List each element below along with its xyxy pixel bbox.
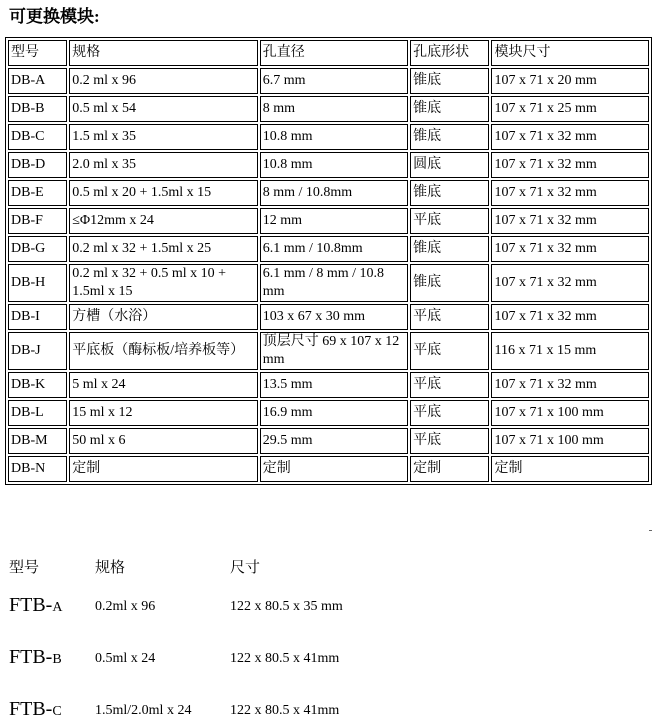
header-cell-diameter: 孔直径 bbox=[260, 40, 408, 66]
table-cell: 定制 bbox=[260, 456, 408, 482]
table-cell: 12 mm bbox=[260, 208, 408, 234]
table-cell: 平底 bbox=[410, 400, 489, 426]
table-cell: 107 x 71 x 100 mm bbox=[491, 428, 649, 454]
table-cell: 107 x 71 x 100 mm bbox=[491, 400, 649, 426]
table-cell: 8 mm bbox=[260, 96, 408, 122]
table-cell: 0.2 ml x 32 + 1.5ml x 25 bbox=[69, 236, 258, 262]
ftb-section bbox=[0, 548, 652, 728]
module-table bbox=[5, 37, 652, 485]
table-cell: 顶层尺寸 69 x 107 x 12 mm bbox=[260, 332, 408, 370]
ftb-size: 122 x 80.5 x 35 mm bbox=[230, 599, 343, 614]
table-cell: DB-H bbox=[8, 264, 67, 302]
ftb-model-prefix: FTB- bbox=[9, 594, 53, 616]
table-cell: 107 x 71 x 32 mm bbox=[491, 208, 649, 234]
ftb-spec: 0.2ml x 96 bbox=[95, 599, 156, 614]
table-cell: 15 ml x 12 bbox=[69, 400, 258, 426]
table-cell: 0.5 ml x 20 + 1.5ml x 15 bbox=[69, 180, 258, 206]
table-cell: 定制 bbox=[69, 456, 258, 482]
table-cell: 2.0 ml x 35 bbox=[69, 152, 258, 178]
header-cell-bottom: 孔底形状 bbox=[410, 40, 489, 66]
ftb-model-suffix: B bbox=[52, 652, 62, 667]
table-cell: 107 x 71 x 32 mm bbox=[491, 180, 649, 206]
table-cell: DB-K bbox=[8, 372, 67, 398]
table-cell: 107 x 71 x 32 mm bbox=[491, 124, 649, 150]
table-cell: 平底 bbox=[410, 304, 489, 330]
ftb-size: 122 x 80.5 x 41mm bbox=[230, 651, 340, 666]
ftb-model-suffix: A bbox=[52, 600, 63, 615]
table-row bbox=[8, 124, 649, 150]
table-cell: 0.2 ml x 32 + 0.5 ml x 10 + 1.5ml x 15 bbox=[69, 264, 258, 302]
table-cell: 107 x 71 x 32 mm bbox=[491, 304, 649, 330]
ftb-spec: 1.5ml/2.0ml x 24 bbox=[95, 703, 192, 718]
table-row bbox=[8, 152, 649, 178]
table-row bbox=[8, 304, 649, 330]
header-cell-model: 型号 bbox=[8, 40, 67, 66]
header-cell-spec: 规格 bbox=[69, 40, 258, 66]
ftb-model-suffix: C bbox=[52, 704, 62, 719]
table-row bbox=[8, 264, 649, 302]
table-cell: 锥底 bbox=[410, 68, 489, 94]
table-row bbox=[8, 236, 649, 262]
table-cell: 107 x 71 x 32 mm bbox=[491, 152, 649, 178]
ftb-model-prefix: FTB- bbox=[9, 698, 53, 720]
table-row bbox=[8, 96, 649, 122]
table-cell: DB-J bbox=[8, 332, 67, 370]
table-cell: 16.9 mm bbox=[260, 400, 408, 426]
table-cell: 103 x 67 x 30 mm bbox=[260, 304, 408, 330]
table-cell: 0.2 ml x 96 bbox=[69, 68, 258, 94]
table-cell: 平底板（酶标板/培养板等） bbox=[69, 332, 258, 370]
table-cell: 10.8 mm bbox=[260, 152, 408, 178]
table-cell: 107 x 71 x 32 mm bbox=[491, 372, 649, 398]
table-cell: 锥底 bbox=[410, 236, 489, 262]
table-cell: DB-A bbox=[8, 68, 67, 94]
table-cell: 6.1 mm / 8 mm / 10.8 mm bbox=[260, 264, 408, 302]
ftb-spec: 0.5ml x 24 bbox=[95, 651, 156, 666]
table-cell: 107 x 71 x 32 mm bbox=[491, 236, 649, 262]
table-cell: DB-N bbox=[8, 456, 67, 482]
section-heading: 可更换模块: bbox=[9, 7, 100, 26]
table-row bbox=[8, 372, 649, 398]
ftb-header-spec: 规格 bbox=[95, 560, 126, 576]
table-cell: 平底 bbox=[410, 332, 489, 370]
table-cell: 锥底 bbox=[410, 124, 489, 150]
table-cell: 锥底 bbox=[410, 264, 489, 302]
table-row bbox=[8, 68, 649, 94]
table-cell: DB-D bbox=[8, 152, 67, 178]
table-cell: 平底 bbox=[410, 208, 489, 234]
table-cell: 锥底 bbox=[410, 180, 489, 206]
table-cell: 107 x 71 x 20 mm bbox=[491, 68, 649, 94]
table-cell: ≤Φ12mm x 24 bbox=[69, 208, 258, 234]
table-cell: 29.5 mm bbox=[260, 428, 408, 454]
table-row bbox=[8, 428, 649, 454]
table-cell: 6.1 mm / 10.8mm bbox=[260, 236, 408, 262]
table-row bbox=[8, 456, 649, 482]
table-cell: DB-F bbox=[8, 208, 67, 234]
table-cell: 10.8 mm bbox=[260, 124, 408, 150]
table-cell: 107 x 71 x 25 mm bbox=[491, 96, 649, 122]
ftb-header-model: 型号 bbox=[9, 560, 40, 576]
table-row bbox=[8, 208, 649, 234]
table-cell: 平底 bbox=[410, 428, 489, 454]
table-cell: 方槽（水浴） bbox=[69, 304, 258, 330]
table-cell: 107 x 71 x 32 mm bbox=[491, 264, 649, 302]
table-cell: 定制 bbox=[410, 456, 489, 482]
table-cell: 6.7 mm bbox=[260, 68, 408, 94]
table-cell: DB-G bbox=[8, 236, 67, 262]
table-cell: DB-L bbox=[8, 400, 67, 426]
table-cell: 1.5 ml x 35 bbox=[69, 124, 258, 150]
table-cell: 定制 bbox=[491, 456, 649, 482]
table-cell: 平底 bbox=[410, 372, 489, 398]
table-cell: 8 mm / 10.8mm bbox=[260, 180, 408, 206]
ftb-model-prefix: FTB- bbox=[9, 646, 53, 668]
table-row bbox=[8, 400, 649, 426]
table-cell: DB-B bbox=[8, 96, 67, 122]
ftb-model bbox=[9, 646, 62, 669]
table-cell: DB-M bbox=[8, 428, 67, 454]
table-cell: 116 x 71 x 15 mm bbox=[491, 332, 649, 370]
header-cell-size: 模块尺寸 bbox=[491, 40, 649, 66]
ftb-size: 122 x 80.5 x 41mm bbox=[230, 703, 340, 718]
ftb-header-size: 尺寸 bbox=[230, 560, 261, 576]
table-cell: 0.5 ml x 54 bbox=[69, 96, 258, 122]
ftb-model bbox=[9, 594, 62, 617]
table-cell: 50 ml x 6 bbox=[69, 428, 258, 454]
table-cell: 13.5 mm bbox=[260, 372, 408, 398]
ftb-model bbox=[9, 698, 62, 721]
table-cell: 5 ml x 24 bbox=[69, 372, 258, 398]
table-cell: DB-C bbox=[8, 124, 67, 150]
table-cell: DB-I bbox=[8, 304, 67, 330]
table-cell: 圆底 bbox=[410, 152, 489, 178]
table-cell: 锥底 bbox=[410, 96, 489, 122]
table-cell: DB-E bbox=[8, 180, 67, 206]
table-row bbox=[8, 332, 649, 370]
table-row bbox=[8, 180, 649, 206]
table-header-row bbox=[8, 40, 649, 66]
